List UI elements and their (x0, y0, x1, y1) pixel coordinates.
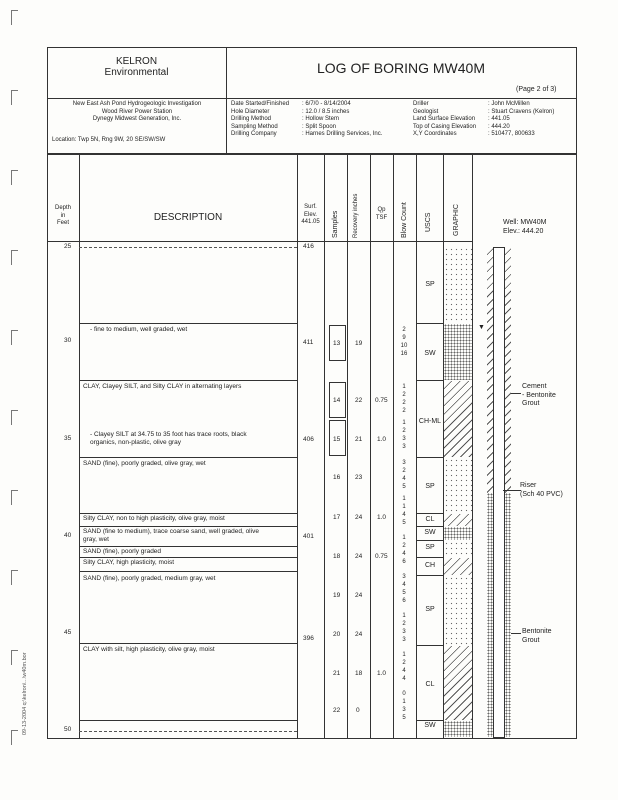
binder-mark (11, 250, 18, 265)
blow-count-group: 1 2 3 3 (402, 613, 406, 643)
blow-count-group: 1 2 2 2 (402, 384, 406, 414)
layer-boundary (79, 643, 297, 644)
blow-count-group: 1 1 4 5 (402, 496, 406, 526)
depth-guide-line (79, 731, 297, 732)
well-cement-label: Cement - Bentonite Grout (522, 383, 556, 407)
samples-header: Samples (332, 210, 339, 238)
riser-leader (503, 490, 521, 491)
graphic-clay (444, 646, 472, 720)
depth-label: 25 (64, 243, 72, 250)
description-text: - fine to medium, well graded, wet (90, 326, 188, 333)
recovery-value: 24 (355, 631, 363, 638)
blow-count-header: Blow Count (401, 202, 408, 238)
blow-count-group: 1 2 3 3 (402, 420, 406, 450)
recovery-header: Recovery inches (353, 193, 359, 238)
uscs-label: SW (424, 722, 436, 729)
uscs-label: SP (425, 483, 435, 490)
col-divider (324, 153, 325, 738)
depth-label: 40 (64, 532, 72, 539)
col-divider (347, 153, 348, 738)
qp-value: 1.0 (377, 514, 387, 521)
description-text: SAND (fine to medium), trace coarse sand, well graded, olive gray, wet (83, 528, 259, 543)
layer-boundary (79, 380, 297, 381)
binder-mark (11, 410, 18, 425)
uscs-boundary (416, 323, 444, 324)
layer-boundary (79, 323, 297, 324)
elevation-label: 411 (303, 339, 314, 346)
col-divider (370, 153, 371, 738)
blow-count-group: 3 2 4 5 (402, 460, 406, 490)
side-file-note: 09-13-2004 q:\kelron\...\w40m.bor (22, 652, 28, 735)
col-divider (79, 153, 80, 738)
graphic-sand (444, 541, 472, 557)
location: Location: Twp 5N, Rng 9W, 20 SE/SW/SW (52, 137, 166, 143)
uscs-boundary (416, 513, 444, 514)
recovery-value: 18 (355, 670, 363, 677)
uscs-boundary (416, 720, 444, 721)
depth-label: 50 (64, 726, 72, 733)
sample-number: 22 (333, 707, 341, 714)
description-text: CLAY, Clayey SILT, and Silty CLAY in alternating layers (83, 383, 242, 390)
project-info: New East Ash Pond Hydrogeologic Investigation Wood River Power Station Dynegy Midwest Generation, Inc. (72, 101, 202, 122)
depth-label: 30 (64, 337, 72, 344)
graphic-sand (444, 576, 472, 645)
description-text: - Clayey SILT at 34.75 to 35 foot has trace roots, black organics, non-plastic, olive gray (90, 431, 247, 446)
company-name: KELRON Environmental (104, 56, 169, 78)
recovery-value: 23 (355, 474, 363, 481)
graphic-header: GRAPHIC (453, 204, 460, 236)
graphic-sand (444, 527, 472, 540)
info-left-values: : 6/7/0 - 8/14/2004 : 12.0 / 8.5 inches : Hollow Stem : Split Spoon : Harnes Drilling Services, Inc. (302, 101, 383, 137)
uscs-header: USCS (425, 212, 432, 232)
uscs-boundary (416, 575, 444, 576)
elevation-label: 416 (303, 243, 314, 250)
recovery-value: 24 (355, 514, 363, 521)
sample-number: 15 (333, 436, 341, 443)
sample-number: 20 (333, 631, 341, 638)
graphic-sand (444, 458, 472, 513)
layer-boundary (79, 571, 297, 572)
description-text: Silty CLAY, high plasticity, moist (83, 559, 175, 566)
well-bentonite-right (505, 493, 511, 737)
layer-boundary (79, 720, 297, 721)
layer-boundary (79, 546, 297, 547)
binder-mark (11, 730, 18, 745)
blow-count-group: 2 9 10 16 (400, 327, 408, 357)
uscs-label: SW (424, 529, 436, 536)
binder-mark (11, 90, 18, 105)
uscs-boundary (416, 540, 444, 541)
sample-number: 21 (333, 670, 341, 677)
sample-number: 14 (333, 397, 341, 404)
recovery-value: 24 (355, 553, 363, 560)
col-divider (297, 153, 298, 738)
uscs-boundary (416, 457, 444, 458)
col-divider (416, 153, 417, 738)
well-header: Well: MW40M Elev.: 444.20 (503, 219, 547, 235)
bentonite-leader (511, 633, 521, 634)
info-right-labels: Driller Geologist Land Surface Elevation Top of Casing Elevation X,Y Coordinates (413, 101, 477, 137)
elevation-label: 396 (303, 635, 314, 642)
qp-header: Qp TSF (375, 207, 388, 221)
elevation-label: 406 (303, 436, 314, 443)
header-rule (47, 98, 576, 99)
description-text: CLAY with silt, high plasticity, olive gray, moist (83, 646, 215, 653)
graphic-sand (444, 721, 472, 737)
uscs-label: SP (425, 281, 435, 288)
well-annulus-right (505, 247, 511, 493)
layer-boundary (79, 513, 297, 514)
uscs-boundary (416, 526, 444, 527)
description-header: DESCRIPTION (153, 212, 223, 223)
uscs-boundary (416, 380, 444, 381)
description-text: SAND (fine), poorly graded (83, 548, 162, 555)
graphic-sand (444, 324, 472, 380)
well-casing (493, 247, 505, 738)
depth-label: 45 (64, 629, 72, 636)
uscs-label: CL (425, 516, 435, 523)
graphic-clay (444, 514, 472, 526)
layer-boundary (79, 457, 297, 458)
uscs-label: SW (424, 350, 436, 357)
binder-mark (11, 570, 18, 585)
depth-header: Depth in Feet (54, 205, 71, 226)
recovery-value: 0 (356, 707, 360, 714)
binder-mark (11, 650, 18, 665)
recovery-value: 22 (355, 397, 363, 404)
binder-mark (11, 170, 18, 185)
sample-number: 19 (333, 592, 341, 599)
sample-number: 18 (333, 553, 341, 560)
blow-count-group: 1 2 4 4 (402, 652, 406, 682)
graphic-clay (444, 381, 472, 457)
description-text: SAND (fine), poorly graded, medium gray, wet (83, 575, 216, 582)
water-level-icon: ▼ (478, 324, 485, 331)
uscs-boundary (416, 557, 444, 558)
uscs-label: SP (425, 606, 435, 613)
col-divider (393, 153, 394, 738)
binder-mark (11, 10, 18, 25)
uscs-label: SP (425, 544, 435, 551)
graphic-clay (444, 558, 472, 575)
info-left-labels: Date Started/Finished Hole Diameter Drilling Method Sampling Method Drilling Company (231, 101, 290, 137)
uscs-label: CL (425, 681, 435, 688)
recovery-value: 19 (355, 340, 363, 347)
binder-mark (11, 490, 18, 505)
layer-boundary (79, 526, 297, 527)
elevation-header: Surf. Elev. 441.05 (301, 204, 320, 225)
blow-count-group: 1 2 4 6 (402, 535, 406, 565)
depth-label: 35 (64, 435, 72, 442)
cement-leader (511, 393, 521, 394)
info-right-values: : John McMillen : Stuart Cravens (Kelron) : 441.05 : 444.20 : 510477, 800633 (488, 101, 555, 137)
qp-value: 0.75 (375, 553, 388, 560)
sample-number: 13 (333, 340, 341, 347)
elevation-label: 401 (303, 533, 314, 540)
qp-value: 1.0 (377, 436, 387, 443)
layer-boundary (79, 557, 297, 558)
blow-count-group: 0 1 3 5 (402, 691, 406, 721)
binder-mark (11, 330, 18, 345)
well-riser-label: Riser (Sch 40 PVC) (520, 482, 563, 498)
uscs-boundary (416, 645, 444, 646)
depth-guide-line (79, 247, 297, 248)
column-header-rule (47, 241, 472, 242)
sample-number: 16 (333, 474, 341, 481)
report-title: LOG OF BORING MW40M (316, 60, 485, 76)
page-number: (Page 2 of 3) (516, 86, 557, 93)
qp-value: 1.0 (377, 670, 387, 677)
description-text: Silty CLAY, non to high plasticity, olive gray, moist (83, 515, 225, 522)
recovery-value: 24 (355, 592, 363, 599)
uscs-label: CH (424, 562, 436, 569)
uscs-label: CH-ML (418, 418, 442, 425)
recovery-value: 21 (355, 436, 363, 443)
sample-number: 17 (333, 514, 341, 521)
description-text: SAND (fine), poorly graded, olive gray, wet (83, 460, 206, 467)
well-bentonite-label: Bentonite Grout (522, 628, 552, 644)
graphic-sand (444, 247, 472, 323)
col-divider (472, 153, 473, 738)
qp-value: 0.75 (375, 397, 388, 404)
blow-count-group: 3 4 5 6 (402, 574, 406, 604)
